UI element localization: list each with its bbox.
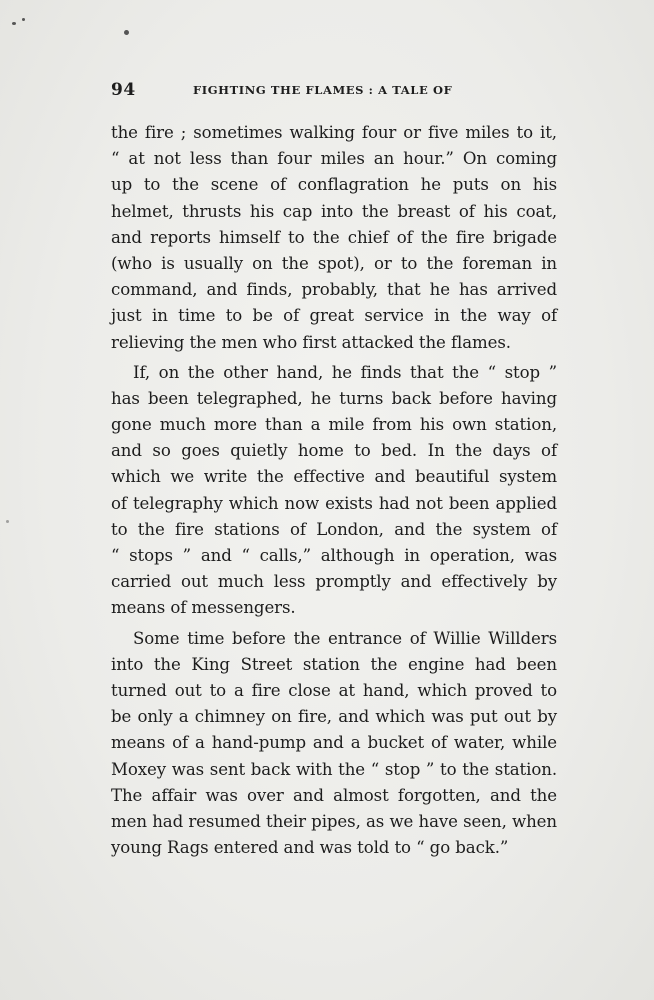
paragraph — [111, 120, 557, 356]
text-line: Some time before the entrance of Willie Willders — [133, 628, 557, 648]
text-line: the fire ; sometimes walking four or five miles to it, — [111, 123, 557, 142]
text-line: be only a chimney on fire, and which was put out by — [111, 707, 557, 727]
text-line: men had resumed their pipes, as we have seen, when — [111, 811, 557, 831]
body-text — [111, 120, 557, 861]
text-line: relieving the men who first attacked the flames. — [111, 332, 511, 352]
text-line: turned out to a fire close at hand, which proved to — [111, 680, 557, 700]
text-line: “ stops ” and “ calls,” although in operation, was — [111, 546, 557, 565]
text-line: of telegraphy which now exists had not been applied — [111, 493, 557, 513]
page-number: 94 — [111, 80, 136, 100]
text-line: carried out much less promptly and effectively by — [111, 572, 557, 592]
text-line: gone much more than a mile from his own station, — [111, 415, 557, 435]
text-line: and so goes quietly home to bed. In the days of — [111, 441, 557, 461]
text-line: (who is usually on the spot), or to the foreman in — [111, 253, 557, 273]
text-line: If, on the other hand, he finds that the “ stop ” — [133, 362, 557, 382]
text-line: young Rags entered and was told to “ go back.” — [111, 838, 509, 858]
paragraph — [111, 360, 557, 622]
text-line: The affair was over and almost forgotten, and the — [111, 785, 557, 805]
text-line: “ at not less than four miles an hour.” On coming — [111, 149, 557, 169]
text-line: has been telegraphed, he turns back before having — [111, 388, 557, 408]
text-line: just in time to be of great service in the way of — [111, 306, 557, 326]
text-line: means of messengers. — [111, 598, 296, 618]
paragraph — [111, 626, 557, 862]
text-line: command, and finds, probably, that he has arrived — [111, 280, 557, 300]
text-line: up to the scene of conflagration he puts on his — [111, 175, 557, 195]
text-line: and reports himself to the chief of the fire brigade — [111, 227, 557, 247]
ink-speck — [12, 22, 16, 25]
text-line: which we write the effective and beautiful system — [111, 467, 557, 487]
page-header — [111, 80, 541, 100]
text-line: to the fire stations of London, and the system of — [111, 519, 557, 539]
ink-speck — [6, 520, 9, 523]
text-line: Moxey was sent back with the “ stop ” to the station. — [111, 759, 557, 779]
ink-speck — [22, 18, 25, 21]
running-head: FIGHTING THE FLAMES : A TALE OF — [193, 83, 453, 97]
text-line: helmet, thrusts his cap into the breast of his coat, — [111, 201, 557, 221]
ink-speck — [124, 30, 129, 35]
text-line: means of a hand-pump and a bucket of water, while — [111, 733, 557, 753]
text-line: into the King Street station the engine had been — [111, 654, 557, 674]
